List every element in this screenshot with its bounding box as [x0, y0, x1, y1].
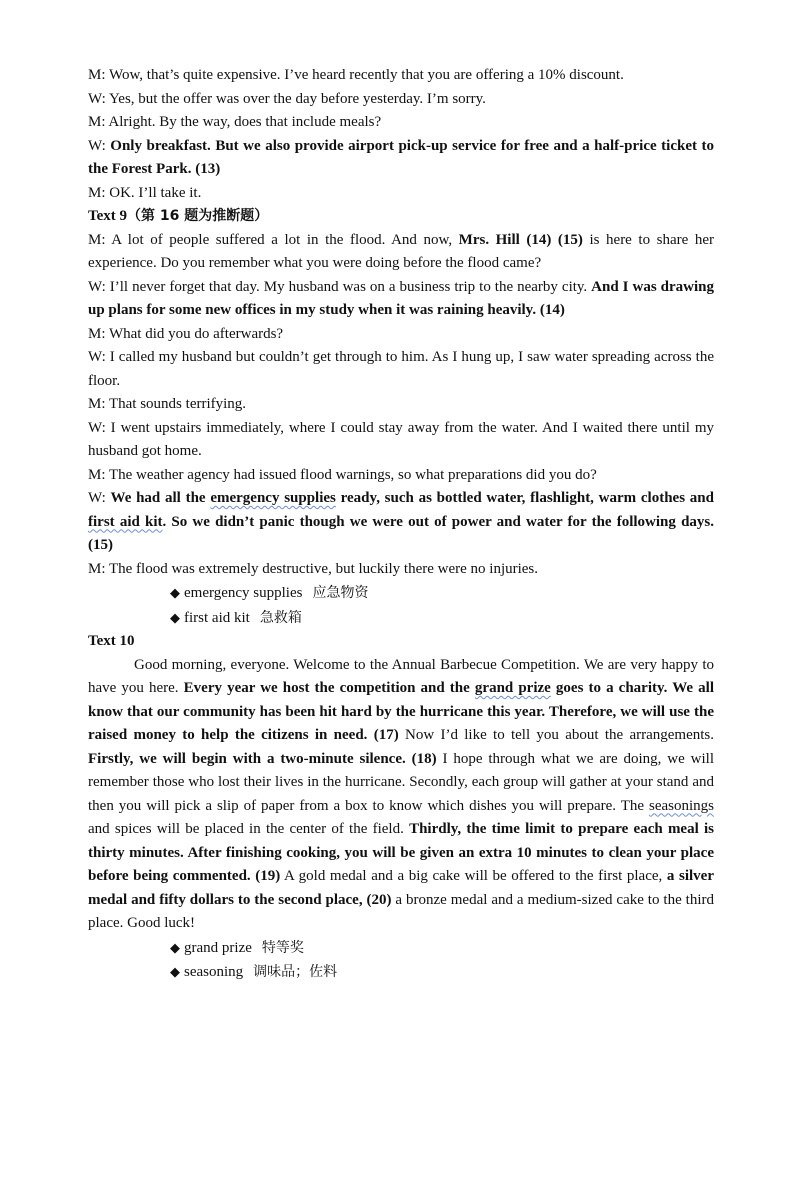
- dialogue-line: W: I went upstairs immediately, where I could stay away from the water. And I waited there until my husband got home.: [88, 419, 714, 459]
- section-heading-text10: Text 10: [88, 633, 135, 649]
- vocab-term: grand prize: [474, 680, 551, 696]
- dialogue-line: M: The flood was extremely destructive, but luckily there were no injuries.: [88, 560, 539, 577]
- text: a bronze medal and a medium-sized cake to the third place. Good luck!: [88, 891, 714, 931]
- text: Now I’d like to tell you about the arrangements.: [398, 727, 715, 743]
- speaker-prefix: W:: [88, 137, 111, 154]
- vocab-term: first aid kit: [88, 513, 163, 530]
- dialogue-line: [88, 229, 714, 276]
- dialogue-line: M: Wow, that’s quite expensive. I’ve heard recently that you are offering a 10% discount.: [88, 67, 624, 83]
- dialogue-line: M: OK. I’ll take it.: [88, 184, 202, 201]
- answer-highlight: Mrs. Hill (14) (15): [458, 231, 583, 248]
- text: ready, such as bottled water, flashlight, warm clothes and: [335, 490, 714, 506]
- diamond-bullet-icon: ◆: [170, 585, 180, 600]
- text: W: I’ll never forget that day. My husband was on a business trip to the nearby city.: [88, 278, 592, 295]
- dialogue-line: W: Yes, but the offer was over the day before yesterday. I’m sorry.: [88, 90, 486, 107]
- speaker-prefix: W:: [88, 490, 111, 506]
- document-page: [88, 64, 714, 985]
- text: is here to share her experience. Do you remember what you were doing before the flood came?: [88, 231, 714, 271]
- vocab-cn: 应急物资: [312, 585, 369, 601]
- answer-highlight: Firstly, we will begin with a two-minute silence. (18): [88, 750, 437, 767]
- text: and spices will be placed in the center of the field.: [88, 821, 410, 837]
- dialogue-line: [88, 276, 714, 323]
- vocab-en: seasoning: [184, 964, 244, 980]
- answer-highlight: Thirdly, the time limit to prepare each meal is thirty minutes. After finishing cooking, you will be given an extra 10 minutes to clean your place before being commented. (19): [88, 821, 714, 884]
- text: Good morning, everyone. Welcome to the Annual Barbecue Competition. We are very happy to have you here.: [88, 656, 714, 696]
- diamond-bullet-icon: ◆: [170, 609, 180, 625]
- dialogue-line: W: I called my husband but couldn’t get through to him. As I hung up, I saw water spreading across the floor.: [88, 349, 714, 389]
- vocab-cn: 调味品；佐料: [253, 964, 338, 980]
- vocab-cn: 特等奖: [261, 939, 304, 956]
- section-heading-text9: [88, 205, 714, 229]
- dialogue-line: [88, 135, 714, 182]
- text: goes to a charity. We all know that our community has been hit hard by the hurricane this year. Therefore, we will use the raised money to help the citizens in need. (17): [88, 680, 714, 743]
- diamond-bullet-icon: ◆: [170, 939, 180, 955]
- dialogue-line: M: Alright. By the way, does that include meals?: [88, 114, 382, 130]
- text: Every year we host the competition and the: [183, 680, 475, 696]
- dialogue-line: M: That sounds terrifying.: [88, 396, 247, 412]
- text: M: A lot of people suffered a lot in the flood. And now,: [88, 231, 459, 248]
- vocab-en: first aid kit: [184, 609, 250, 626]
- answer-highlight: And I was drawing up plans for some new offices in my study when it was raining heavily. (14): [88, 278, 714, 318]
- dialogue-line: M: The weather agency had issued flood warnings, so what preparations did you do?: [88, 466, 597, 483]
- vocab-term: emergency supplies: [210, 490, 336, 506]
- vocab-en: grand prize: [184, 939, 252, 956]
- vocab-term: seasonings: [649, 797, 714, 814]
- answer-highlight: [88, 490, 714, 553]
- dialogue-line: M: What did you do afterwards?: [88, 325, 284, 342]
- vocab-item: [170, 606, 714, 631]
- answer-highlight: a silver medal and fifty dollars to the second place, (20): [88, 868, 714, 908]
- answer-highlight: Only breakfast. But we also provide airport pick-up service for free and a half-price ticket to the Forest Park. (13): [88, 137, 714, 177]
- text: . So we didn’t panic though we were out of power and water for the following days. (15): [88, 513, 714, 553]
- vocab-item: [170, 936, 714, 961]
- heading-label: Text 9: [88, 208, 128, 224]
- dialogue-line: [88, 487, 714, 558]
- diamond-bullet-icon: ◆: [170, 964, 180, 979]
- text: I hope through what we are doing, we will remember those who lost their lives in the hurricane. Secondly, each group will gather at your stand and then you will pick a slip of paper from a box to know which dishes you will prepare. The: [88, 750, 714, 814]
- vocab-en: emergency supplies: [184, 585, 303, 601]
- vocab-item: [170, 581, 714, 606]
- text: A gold medal and a big cake will be offered to the first place,: [280, 868, 667, 884]
- vocab-item: [170, 960, 714, 985]
- heading-note: （第 16 题为推断题）: [127, 208, 269, 224]
- monologue-paragraph: [88, 654, 714, 936]
- vocab-cn: 急救箱: [259, 609, 302, 626]
- text: We had all the: [110, 490, 211, 506]
